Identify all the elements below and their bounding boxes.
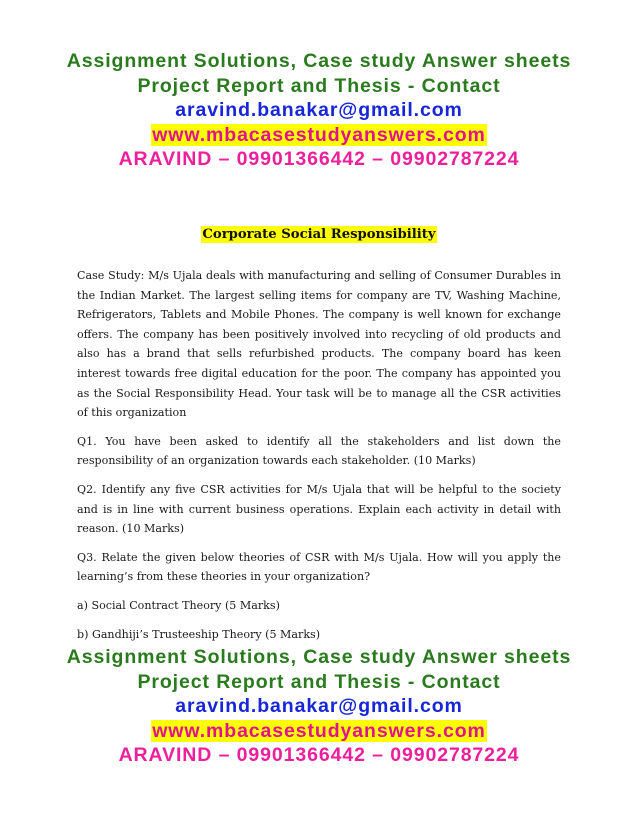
case-study-paragraph: Case Study: M/s Ujala deals with manufacturing and selling of Consumer Durables in the Indian Market. The largest selling items for company are TV, Washing Machine, Refrigerators, Tablets and Mobile Phones. The company is well known for exchange offers. The company has been positively involved into recycling of old products and also has a brand that sells refurbished products. The company board has keen interest towards free digital education for the poor. The company has appointed you as the Social Responsibility Head. Your task will be to manage all the CSR activities of this organization	[77, 269, 561, 420]
footer-email-link[interactable]: aravind.banakar@gmail.com	[175, 695, 463, 717]
question-3-part-a: a) Social Contract Theory (5 Marks)	[77, 598, 280, 612]
question-2: Q2. Identify any five CSR activities for M/s Ujala that will be helpful to the society and is in line with current business operations. Explain each activity in detail with reason. (10 Marks)	[77, 482, 561, 536]
header-email-link[interactable]: aravind.banakar@gmail.com	[175, 99, 463, 121]
header-promo	[0, 49, 638, 172]
question-1: Q1. You have been asked to identify all the stakeholders and list down the responsibility of an organization towards each stakeholder. (10 Marks)	[77, 434, 561, 468]
header-line-1: Assignment Solutions, Case study Answer sheets	[66, 50, 572, 72]
footer-promo	[0, 645, 638, 768]
page-title: Corporate Social Responsibility	[202, 227, 436, 242]
question-3-part-b: b) Gandhiji’s Trusteeship Theory (5 Marks)	[77, 627, 321, 641]
footer-website-link[interactable]: www.mbacasestudyanswers.com	[152, 719, 486, 742]
footer-phones: ARAVIND – 09901366442 – 09902787224	[118, 744, 520, 766]
header-line-2: Project Report and Thesis - Contact	[137, 74, 501, 97]
question-3: Q3. Relate the given below theories of CSR with M/s Ujala. How will you apply the learning’s from these theories in your organization?	[77, 550, 561, 584]
header-website-link[interactable]: www.mbacasestudyanswers.com	[152, 123, 486, 146]
header-phones: ARAVIND – 09901366442 – 09902787224	[118, 148, 520, 170]
body-content	[77, 266, 561, 653]
title-wrap	[0, 223, 638, 242]
footer-line-2: Project Report and Thesis - Contact	[137, 670, 501, 693]
footer-line-1: Assignment Solutions, Case study Answer sheets	[66, 646, 572, 668]
